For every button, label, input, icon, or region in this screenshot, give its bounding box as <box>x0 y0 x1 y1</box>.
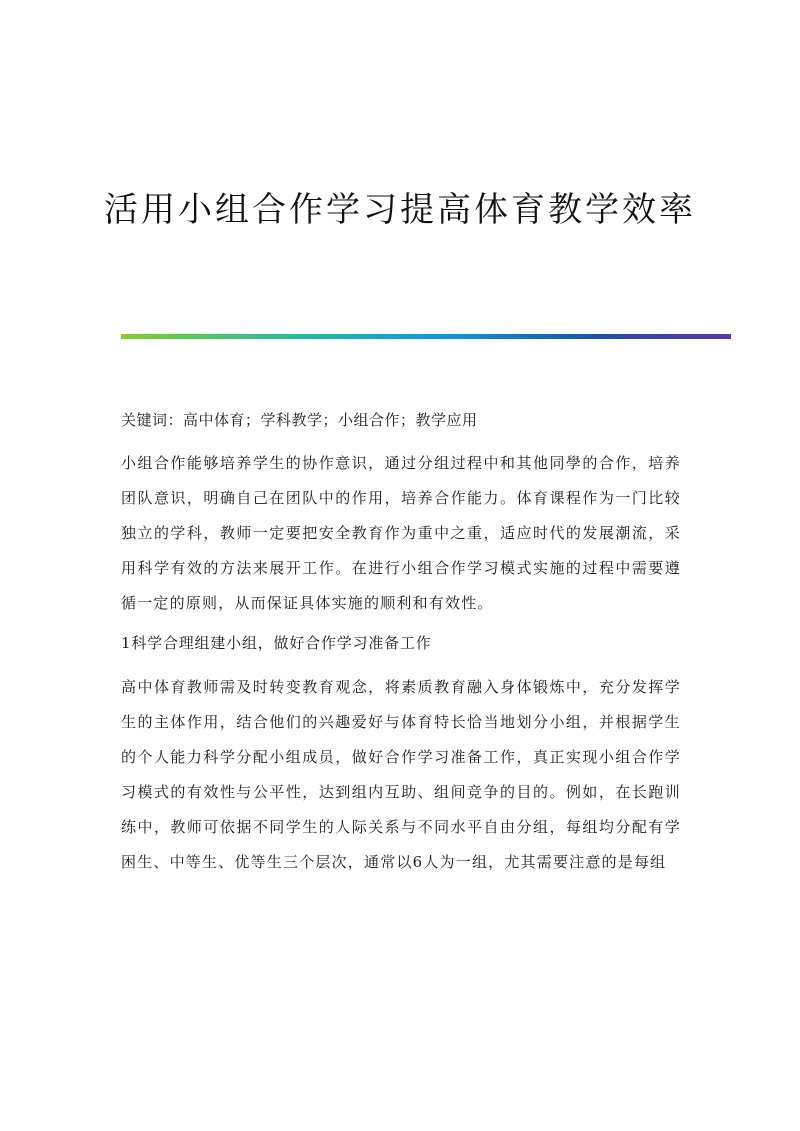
title-divider <box>121 334 731 339</box>
section-heading-1: 1科学合理组建小组，做好合作学习准备工作 <box>121 634 432 652</box>
keywords-line: 关键词：高中体育；学科教学；小组合作；教学应用 <box>121 411 478 429</box>
document-body <box>121 405 681 887</box>
intro-paragraph: 小组合作能够培养学生的协作意识，通过分组过程中和其他同學的合作，培养团队意识，明确自己在团队中的作用，培养合作能力。体育课程作为一门比较独立的学科，教师一定要把安全教育作为重中之重，适应时代的发展潮流，采用科学有效的方法来展开工作。在进行小组合作学习模式实施的过程中需要遵循一定的原则，从而保证具体实施的顺利和有效性。 <box>121 454 681 612</box>
section-paragraph-1: 高中体育教师需及时转变教育观念，将素质教育融入身体锻炼中，充分发挥学生的主体作用，结合他们的兴趣爱好与体育特长恰当地划分小组，并根据学生的个人能力科学分配小组成员，做好合作学习准备工作，真正实现小组合作学习模式的有效性与公平性，达到组内互助、组间竞争的目的。例如，在长跑训练中，教师可依据不同学生的人际关系与不同水平自由分组，每组均分配有学困生、中等生、优等生三个层次，通常以6人为一组，尤其需要注意的是每组 <box>121 678 681 871</box>
document-title: 活用小组合作学习提高体育教学效率 <box>104 190 696 230</box>
